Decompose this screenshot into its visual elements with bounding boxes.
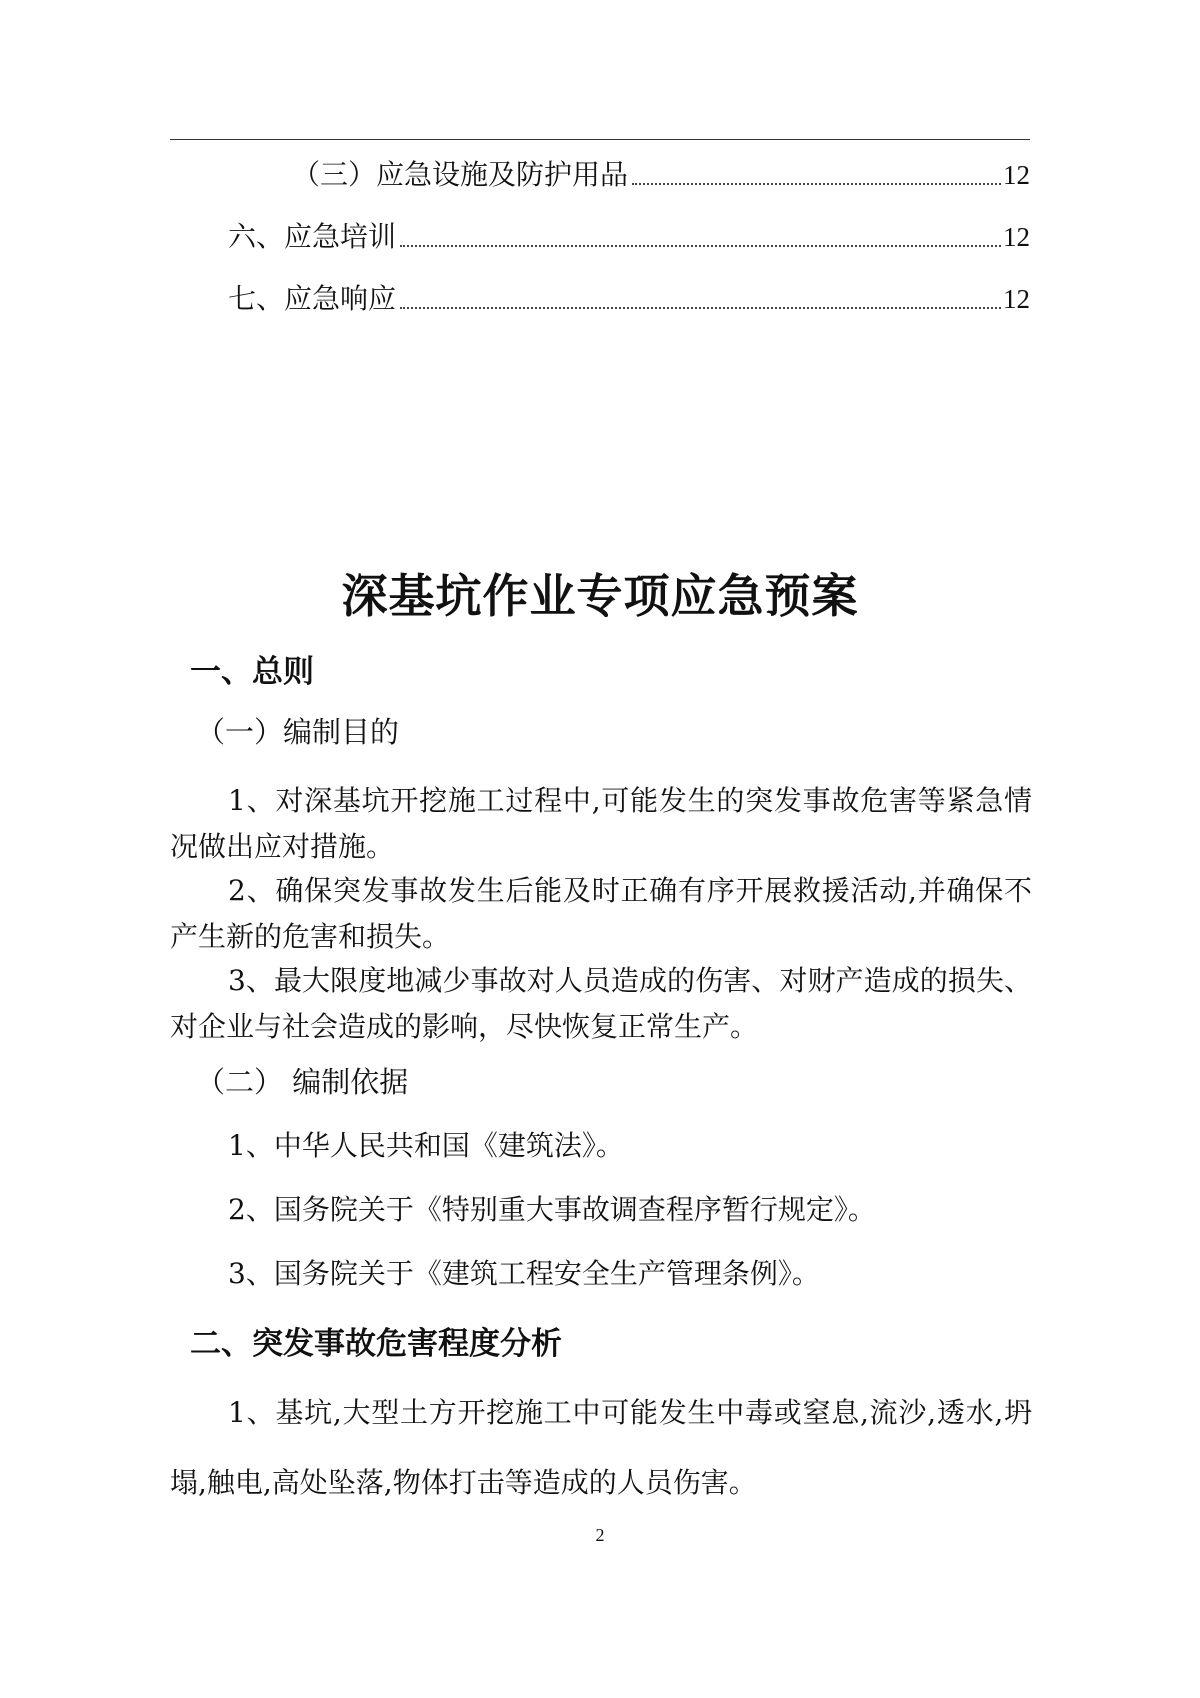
list-item: 1、中华人民共和国《建筑法》。 (228, 1129, 624, 1162)
document-title: 深基坑作业专项应急预案 (341, 569, 859, 623)
toc-page-number: 12 (1003, 284, 1030, 314)
toc-entry[interactable] (170, 214, 1030, 254)
toc-entry[interactable] (170, 276, 1030, 316)
toc-entry-text: （三）应急设施及防护用品 (292, 158, 629, 191)
body-paragraph: 2、确保突发事故发生后能及时正确有序开展救援活动,并确保不产生新的危害和损失。 (170, 874, 1032, 953)
toc-entry-text: 六、应急培训 (228, 220, 397, 253)
body-paragraph: 1、基坑,大型土方开挖施工中可能发生中毒或窒息,流沙,透水,坍塌,触电,高处坠落,物体打击等造成的人员伤害。 (170, 1396, 1032, 1499)
toc-entry-text: 七、应急响应 (228, 282, 397, 315)
toc-page-number: 12 (1003, 222, 1030, 252)
section-heading: 一、总则 (190, 654, 314, 690)
toc-leader (632, 183, 1001, 185)
toc-page-number: 12 (1003, 160, 1030, 190)
list-item: 2、国务院关于《特别重大事故调查程序暂行规定》。 (228, 1193, 876, 1226)
toc-leader (400, 307, 1001, 309)
body-paragraph: 3、最大限度地减少事故对人员造成的伤害、对财产造成的损失、对企业与社会造成的影响，尽快恢复正常生产。 (170, 964, 1032, 1043)
list-item: 3、国务院关于《建筑工程安全生产管理条例》。 (228, 1257, 820, 1290)
subsection-heading: （二） 编制依据 (196, 1065, 409, 1099)
page-number: 2 (595, 1525, 605, 1545)
toc-entry[interactable] (170, 152, 1030, 192)
body-paragraph: 1、对深基坑开挖施工过程中,可能发生的突发事故危害等紧急情况做出应对措施。 (170, 784, 1032, 863)
section-heading: 二、突发事故危害程度分析 (190, 1326, 562, 1362)
toc-leader (400, 245, 1001, 247)
subsection-heading: （一）编制目的 (196, 715, 400, 749)
header-rule (170, 139, 1030, 140)
